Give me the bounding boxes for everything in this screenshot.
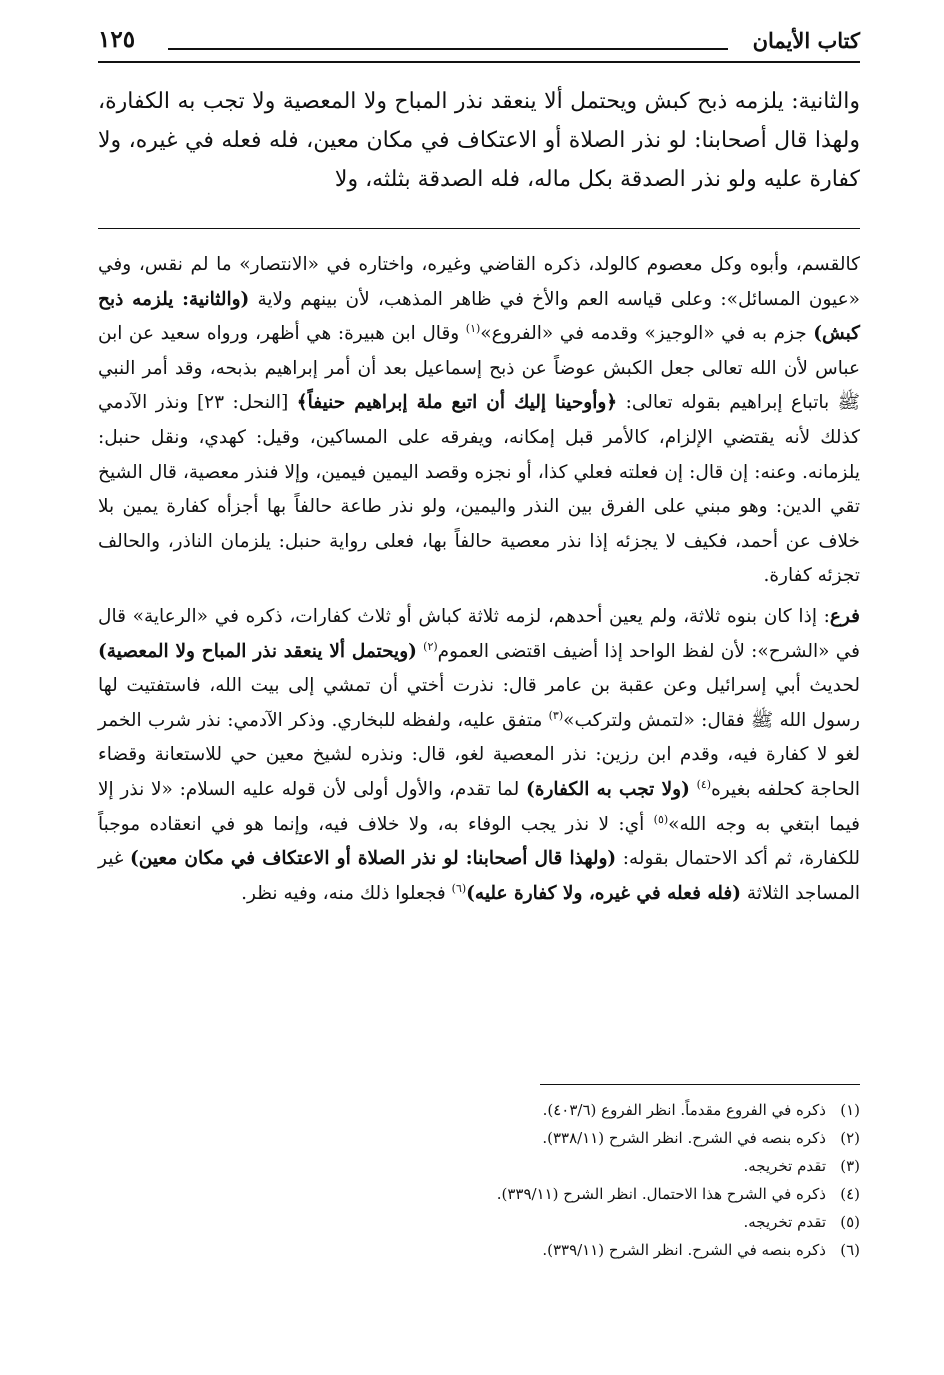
footnote-text: ذكره بنصه في الشرح. انظر الشرح (٣٣٨/١١). — [542, 1129, 826, 1147]
footnote-item — [98, 1180, 860, 1208]
quoted-matn: (ويحتمل ألا ينعقد نذر المباح ولا المعصية) — [98, 640, 417, 662]
text-run: فجعلوا ذلك منه، وفيه نظر. — [241, 882, 452, 904]
footnote-number: (٢) — [840, 1129, 860, 1147]
text-run: غير المساجد الثلاثة — [98, 848, 860, 904]
commentary-paragraph-1 — [98, 248, 860, 594]
footnote-ref: (١) — [465, 322, 481, 336]
footnote-number: (٤) — [840, 1185, 860, 1203]
footnote-item — [98, 1236, 860, 1264]
footnote-number: (٣) — [840, 1157, 860, 1175]
text-run: متفق عليه، ولفظه للبخاري. وذكر الآدمي: نذر شرب الخمر لغو لا كفارة فيه، وقدم ابن رزين: نذر المعصية لغو، قال: ونذره لشيخ معين حي للاستعانة وقضاء الحاجة كحلفه بغيره — [98, 709, 860, 800]
footnote-text: ذكره في الشرح هذا الاحتمال. انظر الشرح (٣٣٩/١١). — [496, 1185, 826, 1203]
quoted-matn: (ولهذا قال أصحابنا: لو نذر الصلاة أو الاعتكاف في مكان معين) — [130, 848, 617, 870]
main-text — [98, 82, 860, 199]
footnote-number: (٦) — [840, 1241, 860, 1259]
footnote-rule — [540, 1084, 860, 1085]
footnote-item — [98, 1096, 860, 1124]
header-rule — [168, 48, 728, 50]
subsection-label: فرع — [829, 605, 860, 627]
footnote-text: تقدم تخريجه. — [743, 1157, 826, 1175]
quoted-matn: (فله فعله في غيره، ولا كفارة عليه) — [466, 882, 741, 904]
footnote-text: ذكره بنصه في الشرح. انظر الشرح (٣٣٩/١١). — [542, 1241, 826, 1259]
header-bottom-rule — [98, 61, 860, 63]
footnote-number: (١) — [840, 1101, 860, 1119]
text-commentary-separator — [98, 228, 860, 229]
text-run: أي: لا نذر يجب الوفاء به، ولا خلاف فيه، وإنما هو في انعقاده موجباً للكفارة، ثم أكد الاحتمال بقوله: — [98, 813, 860, 870]
main-text-paragraph: والثانية: يلزمه ذبح كبش ويحتمل ألا ينعقد نذر المباح ولا المعصية ولا تجب به الكفارة، ولهذا قال أصحابنا: لو نذر الصلاة أو الاعتكاف في مكان معين، فله فعله في غيره، ولا كفارة عليه ولو نذر الصدقة بكل ماله، فله الصدقة بثلثه، ولا — [98, 89, 860, 192]
footnote-ref: (٣) — [548, 708, 564, 722]
footnote-item — [98, 1208, 860, 1236]
footnotes — [98, 1096, 860, 1264]
running-title: كتاب الأيمان — [752, 28, 860, 53]
text-run: : إذا كان بنوه ثلاثة، ولم يعين أحدهم، لزمه ثلاثة كباش أو ثلاث كفارات، ذكره في «الرعاية» قال في «الشرح»: لأن لفظ الواحد إذا أضيف اقتضى العموم — [98, 605, 860, 662]
quoted-matn: (ولا تجب به الكفارة) — [526, 778, 690, 800]
footnote-ref: (٢) — [423, 639, 438, 653]
footnote-ref: (٦) — [451, 881, 467, 895]
footnote-number: (٥) — [840, 1213, 860, 1231]
footnote-ref: (٥) — [653, 812, 669, 826]
text-run: كالقسم، وأبوه وكل معصوم كالولد، ذكره القاضي وغيره، واختاره في «الانتصار» ما لم نقس، وفي «عيون المسائل»: وعلى قياسه العم والأخ في ظاهر المذهب، لأن بينهم ولاية — [98, 254, 860, 310]
text-run: وقال ابن هبيرة: هي أظهر، ورواه سعيد عن ابن عباس لأن الله تعالى جعل الكبش عوضاً عن ذبح إسماعيل بعد أن أمر إبراهيم بذبحه، وقد أمر النبي ﷺ باتباع إبراهيم بقوله تعالى: — [98, 323, 860, 414]
footnote-text: ذكره في الفروع مقدماً. انظر الفروع (٤٠٣/٦). — [542, 1101, 826, 1119]
footnote-text: تقدم تخريجه. — [743, 1213, 826, 1231]
text-run: لما تقدم، والأول أولى لأن قوله عليه السلام: «لا نذر إلا فيما ابتغي به وجه الله» — [98, 778, 860, 835]
text-run: [النحل: ٢٣] ونذر الآدمي كذلك لأنه يقتضي الإلزام، كالأمر قبل إمكانه، ويفرقه على المساكين، وقيل: كهدي، ونقل حنبل: يلزمانه. وعنه: إن قال: إن فعلته فعلي كذا، أو نجزه وقصد اليمين فيمين، وإلا فنذر معصية، قال الشيخ تقي الدين: وهو مبني على الفرق بين النذر واليمين، ولو نذر طاعة حالفاً بها أجزأه كفارة يمين بلا خلاف عن أحمد، فكيف لا يجزئه إذا نذر معصية حالفاً بها، فعلى رواية حنبل: يلزمان الناذر، والحالف تجزئه كفارة. — [98, 392, 860, 587]
text-run: لحديث أبي إسرائيل وعن عقبة بن عامر قال: نذرت أختي أن تمشي إلى بيت الله، فاستفتيت لها رسول الله ﷺ فقال: «لتمش ولتركب» — [98, 675, 860, 731]
text-run: جزم به في «الوجيز» وقدمه في «الفروع» — [480, 323, 814, 345]
quoted-matn: (والثانية: يلزمه ذبح كبش) — [98, 288, 860, 345]
quran-verse: ﴿وأوحينا إليك أن اتبع ملة إبراهيم حنيفاً﴾ — [296, 392, 618, 414]
footnote-item — [98, 1152, 860, 1180]
page-number: ١٢٥ — [98, 26, 136, 53]
footnote-item — [98, 1124, 860, 1152]
text-run — [690, 779, 697, 800]
footnote-ref: (٤) — [696, 777, 712, 791]
page-header — [98, 20, 860, 60]
commentary-paragraph-2 — [98, 600, 860, 911]
commentary — [98, 248, 860, 911]
